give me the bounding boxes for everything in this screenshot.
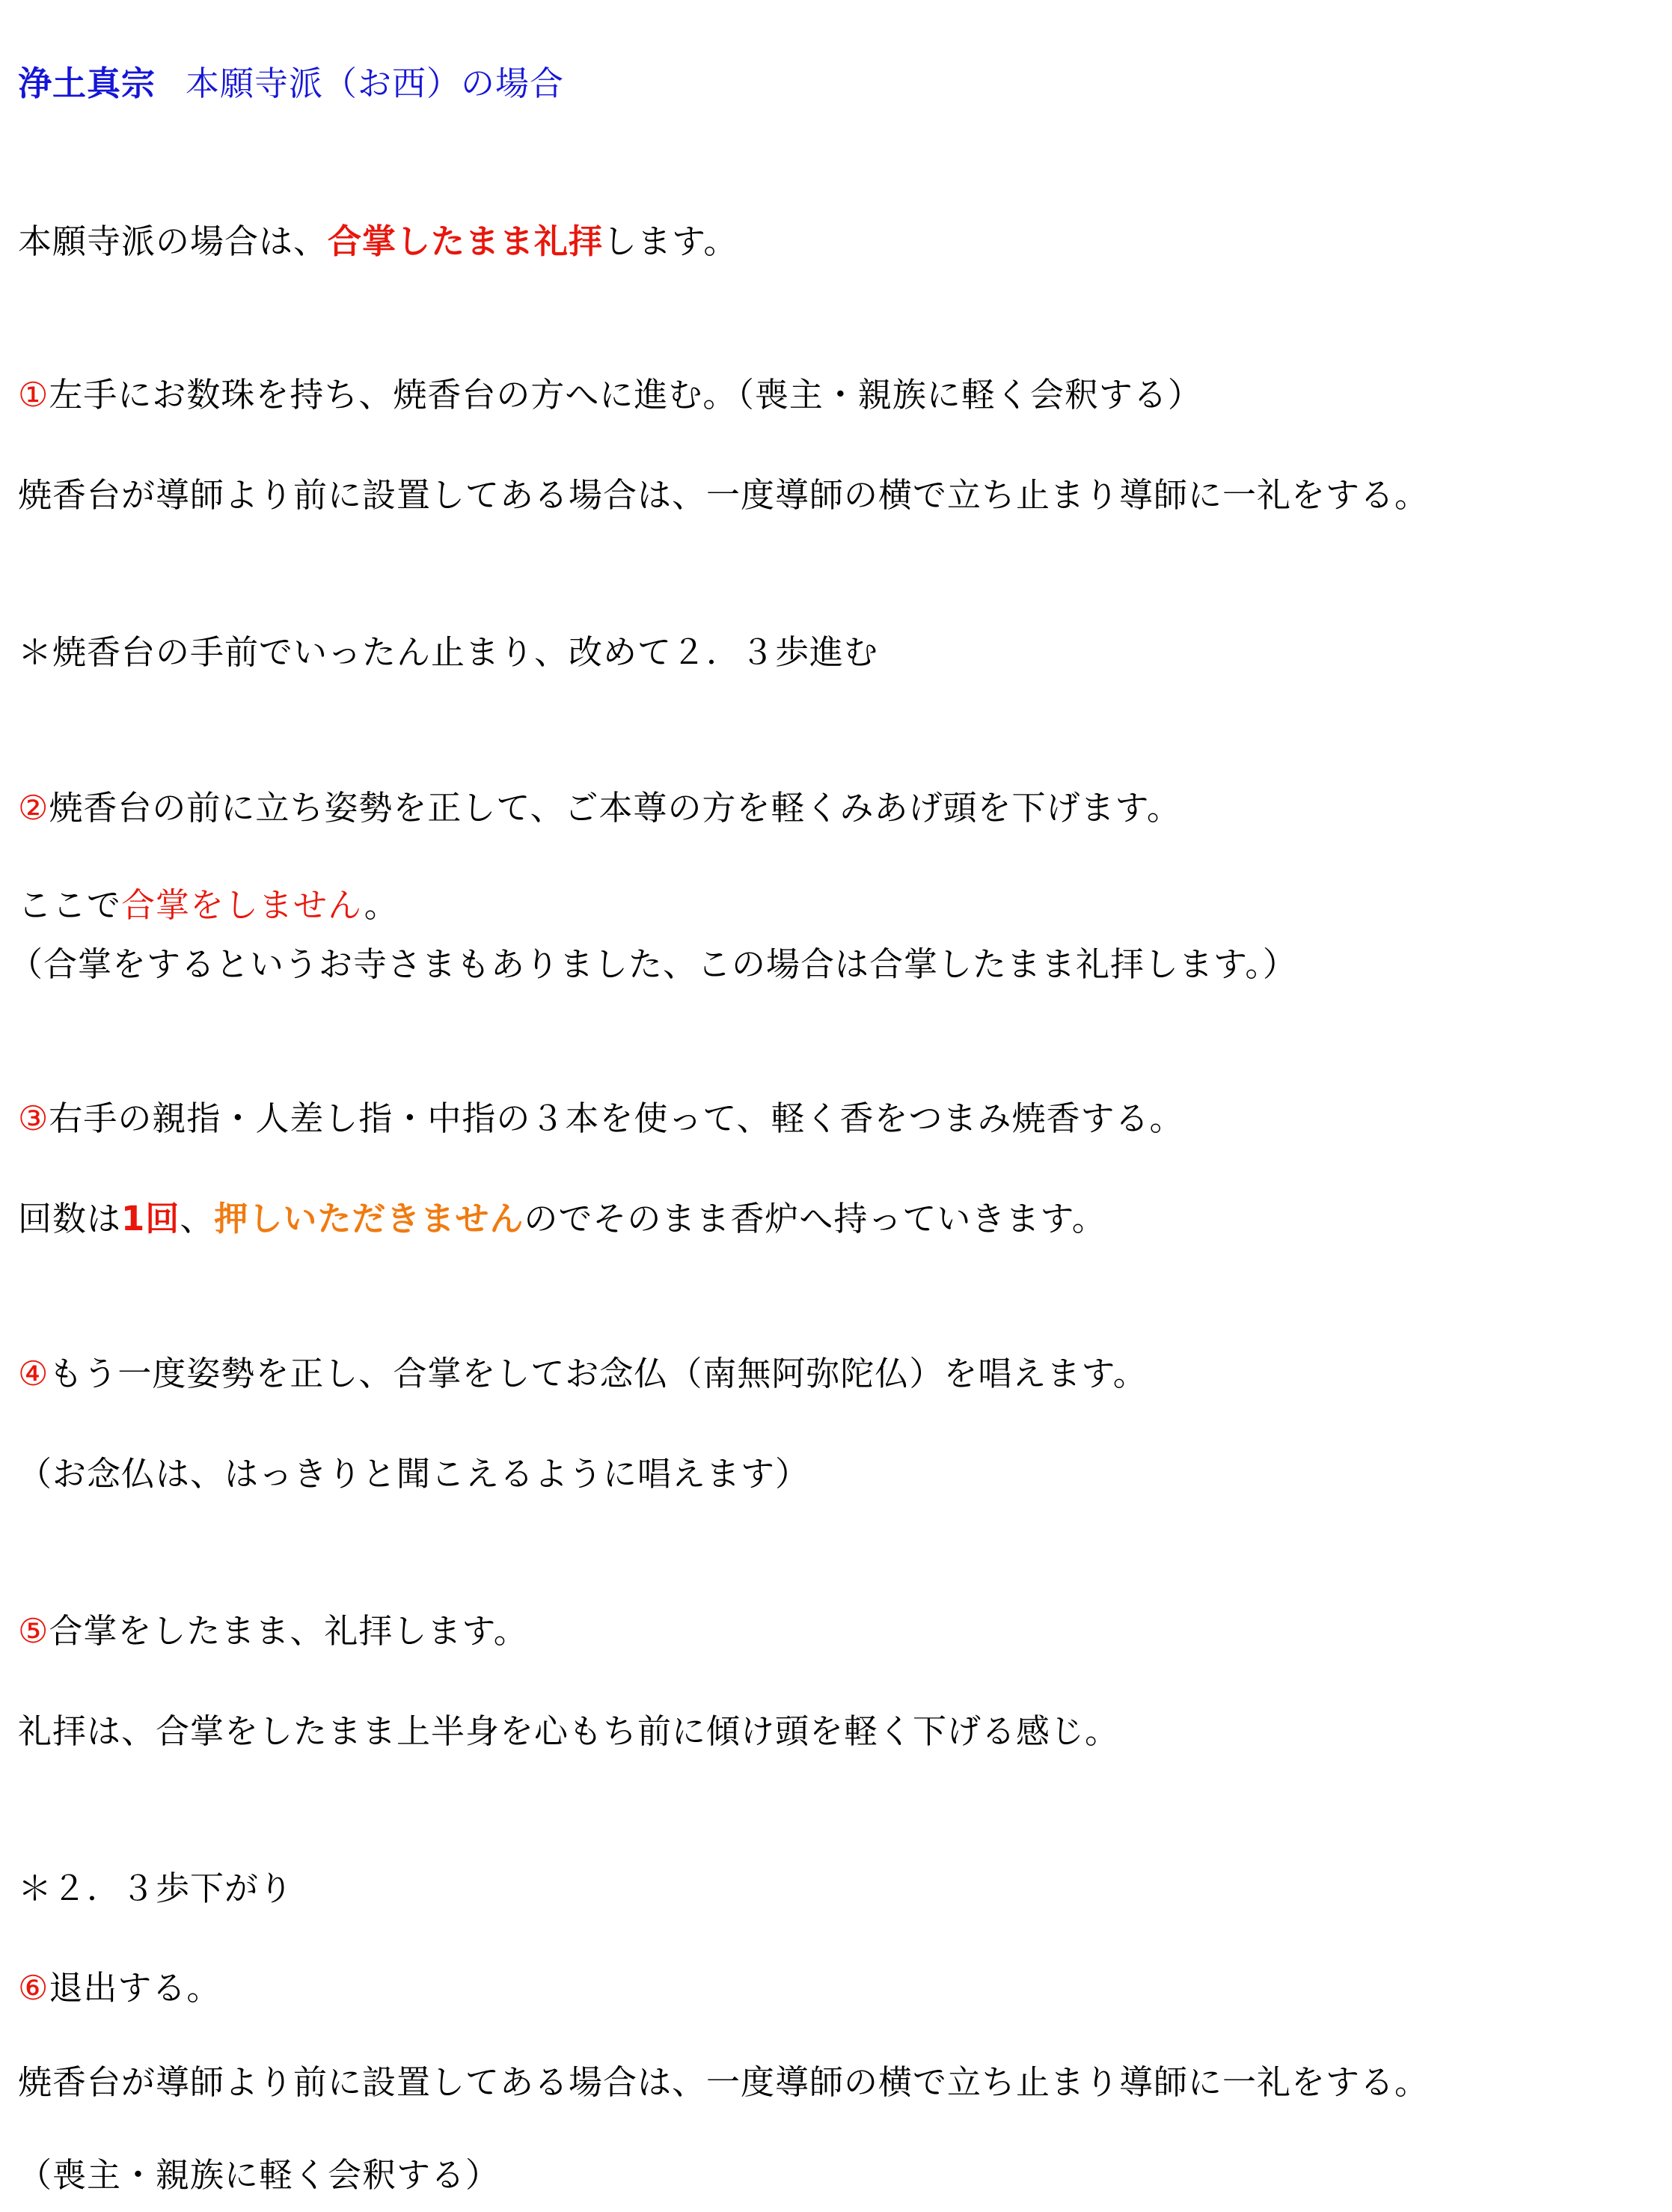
step6-number: ⑥ bbox=[18, 1968, 49, 2008]
step2-note bbox=[18, 883, 399, 928]
step2-text: 焼香台の前に立ち姿勢を正して、ご本尊の方を軽くみあげ頭を下げます。 bbox=[49, 788, 1181, 828]
intro-line bbox=[18, 219, 738, 264]
step1-text: 左手にお数珠を持ち、焼香台の方へに進む。（喪主・親族に軽く会釈する） bbox=[49, 375, 1202, 415]
step1-note: 焼香台が導師より前に設置してある場合は、一度導師の横で立ち止まり導師に一礼をする。 bbox=[18, 475, 1430, 515]
step3-number: ③ bbox=[18, 1099, 49, 1138]
step3-note-comma: 、 bbox=[180, 1199, 215, 1238]
step4-text: もう一度姿勢を正し、合掌をしてお念仏（南無阿弥陀仏）を唱えます。 bbox=[49, 1354, 1148, 1393]
step5-note: 礼拝は、合掌をしたまま上半身を心もち前に傾け頭を軽く下げる感じ。 bbox=[18, 1711, 1120, 1751]
step3-text: 右手の親指・人差し指・中指の３本を使って、軽く香をつまみ焼香する。 bbox=[49, 1099, 1184, 1138]
step3-line bbox=[18, 1096, 1183, 1141]
step4-note: （お念仏は、はっきりと聞こえるように唱えます） bbox=[18, 1454, 810, 1494]
step6-note2: （喪主・親族に軽く会釈する） bbox=[18, 2155, 500, 2195]
step3-note-emphasis: 押しいただきません bbox=[214, 1199, 524, 1238]
step4-number: ④ bbox=[18, 1354, 49, 1393]
step2-note-before: ここで bbox=[18, 885, 122, 925]
aside-2: ＊２．３歩下がり bbox=[18, 1869, 294, 1908]
intro-emphasis: 合掌したまま礼拝 bbox=[328, 221, 604, 261]
page-title bbox=[18, 61, 564, 106]
step4-line bbox=[18, 1351, 1148, 1396]
step1-line bbox=[18, 373, 1202, 418]
step2-line bbox=[18, 786, 1181, 831]
step1-number: ① bbox=[18, 375, 49, 415]
step6-line bbox=[18, 1966, 221, 2011]
intro-text-before: 本願寺派の場合は、 bbox=[18, 221, 328, 261]
step3-note-count: 1回 bbox=[121, 1199, 180, 1238]
step6-note: 焼香台が導師より前に設置してある場合は、一度導師の横で立ち止まり導師に一礼をする。 bbox=[18, 2062, 1430, 2102]
step2-note2: （合掌をするというお寺さまもありました、この場合は合掌したまま礼拝します。） bbox=[9, 944, 1297, 984]
aside-1: ＊焼香台の手前でいったん止まり、改めて２．３歩進む bbox=[18, 632, 879, 672]
intro-text-after: します。 bbox=[603, 221, 738, 261]
step2-number: ② bbox=[18, 788, 49, 828]
title-main: 浄土真宗 bbox=[18, 64, 156, 103]
step3-note-before: 回数は bbox=[18, 1199, 122, 1238]
step3-note bbox=[18, 1197, 1106, 1241]
step2-note-after: 。 bbox=[364, 885, 399, 925]
step6-text: 退出する。 bbox=[49, 1968, 221, 2008]
step2-note-emphasis: 合掌をしません bbox=[121, 885, 364, 925]
title-sub: 本願寺派（お西）の場合 bbox=[186, 64, 565, 103]
step3-note-after: のでそのまま香炉へ持っていきます。 bbox=[524, 1199, 1106, 1238]
step5-line bbox=[18, 1609, 528, 1654]
step5-text: 合掌をしたまま、礼拝します。 bbox=[49, 1611, 528, 1651]
step5-number: ⑤ bbox=[18, 1611, 49, 1651]
